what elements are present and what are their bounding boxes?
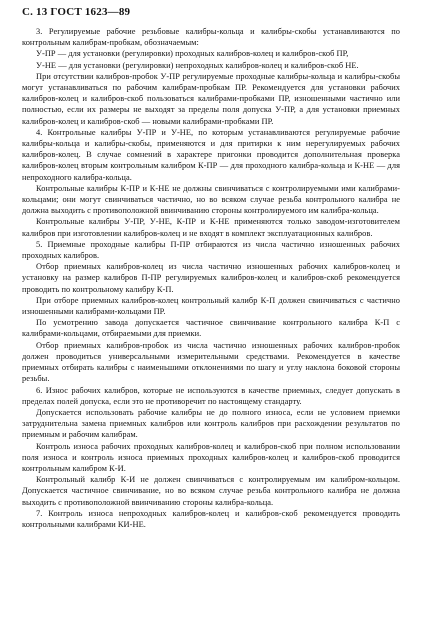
paragraph: При отборе приемных калибров-колец контрольный калибр К-П должен свинчиваться с частично изношенными калибрами-кольцами ПР. [22,295,400,317]
paragraph: 4. Контрольные калибры У-ПР и У-НЕ, по которым устанавливаются регулируемые рабочие калибры-кольца и калибры-скобы, применяются и для притирки к ним нерегулируемых рабочих калибров-колец. В случае сомнений в характере пригонки проводится дополнительная проверка калибров-колец вторым контрольным калибром К-ПР — для проходного калибра-кольца и К-НЕ — для непроходного калибра-кольца. [22,127,400,182]
paragraph: По усмотрению завода допускается частичное свинчивание контрольного калибра К-П с калибрами-кольцами, отбираемыми для приемки. [22,318,400,339]
paragraph: Отбор приемных калибров-колец из числа частично изношенных рабочих калибров-колец и установку на размер калибров П-ПР регулируемых калибров-колец и калибров-скоб рекомендуется проводить по контрольному калибру К-П. [22,262,400,294]
paragraph: Контрольный калибр К-И не должен свинчиваться с контролируемым им калибром-кольцом. Допускается частичное свинчивание, но во всяком случае резьба контрольного калибра не должна выходить с противоположной ввинчиванию стороны калибра-кольца. [22,475,400,507]
page-header: С. 13 ГОСТ 1623—89 [22,6,131,18]
paragraph: 5. Приемные проходные калибры П-ПР отбираются из числа частично изношенных рабочих проходных калибров. [22,239,400,261]
paragraph: У-НЕ — для установки (регулировки) непроходных калибров-колец и калибров-скоб НЕ. [36,60,359,70]
paragraph: Отбор приемных калибров-пробок из числа частично изношенных рабочих калибров-пробок должен проводиться универсальными измерительными средствами. Рекомендуется в качестве приемных отбирать калибры с наименьшими отклонениями по шагу и углу наклона боковой стороны резьбы. [22,340,400,384]
paragraph: Контрольные калибры К-ПР и К-НЕ не должны свинчиваться с контролируемыми ими калибрами-кольцами; они могут свинчиваться частично, но во всяком случае резьба контрольного калибра не должна выходить с противоположной ввинчиванию стороны контролируемого им калибра-кольца. [22,183,400,216]
paragraph: Допускается использовать рабочие калибры не до полного износа, если не условием приемки затруднительна замена приемных калибров или контроль калибров при расхождении результатов по приемным и рабочим калибрам. [22,407,400,440]
paragraph: При отсутствии калибров-пробок У-ПР регулируемые проходные калибры-кольца и калибры-скобы могут устанавливаться по рабочим калибрам-пробкам ПР. Рекомендуется для установки рабочих калибров-колец и калибров-скоб пользоваться калибрами-пробками ПР, изношенными частично или полностью, если их размеры не выходят за пределы поля допуска У-ПР, а для установки приемных калибров-колец и калибров-скоб — новыми калибрами-пробками ПР. [22,71,400,126]
paragraph: 7. Контроль износа непроходных калибров-колец и калибров-скоб рекомендуется проводить контрольными калибрами КИ-НЕ. [22,508,400,529]
paragraph: 3. Регулируемые рабочие резьбовые калибры-кольца и калибры-скобы устанавливаются по контрольным калибрам-пробкам, обозначаемым: [22,27,400,48]
paragraph: Контроль износа рабочих проходных калибров-колец и калибров-скоб при полном использовании поля износа и контроль износа приемных проходных калибров-колец и калибров-скоб проводится контрольным калибром К-И. [22,441,400,473]
paragraph: 6. Износ рабочих калибров, которые не используются в качестве приемных, следует допускать в пределах полей допуска, если это не противоречит по настоящему стандарту. [22,385,400,406]
paragraph: Контрольные калибры У-ПР, У-НЕ, К-ПР и К-НЕ применяются только заводом-изготовителем калибров при изготовлении калибров-колец и не входят в комплект эксплуатационных калибров. [22,217,400,238]
paragraph: У-ПР — для установки (регулировки) проходных калибров-колец и калибров-скоб ПР, [36,49,349,59]
